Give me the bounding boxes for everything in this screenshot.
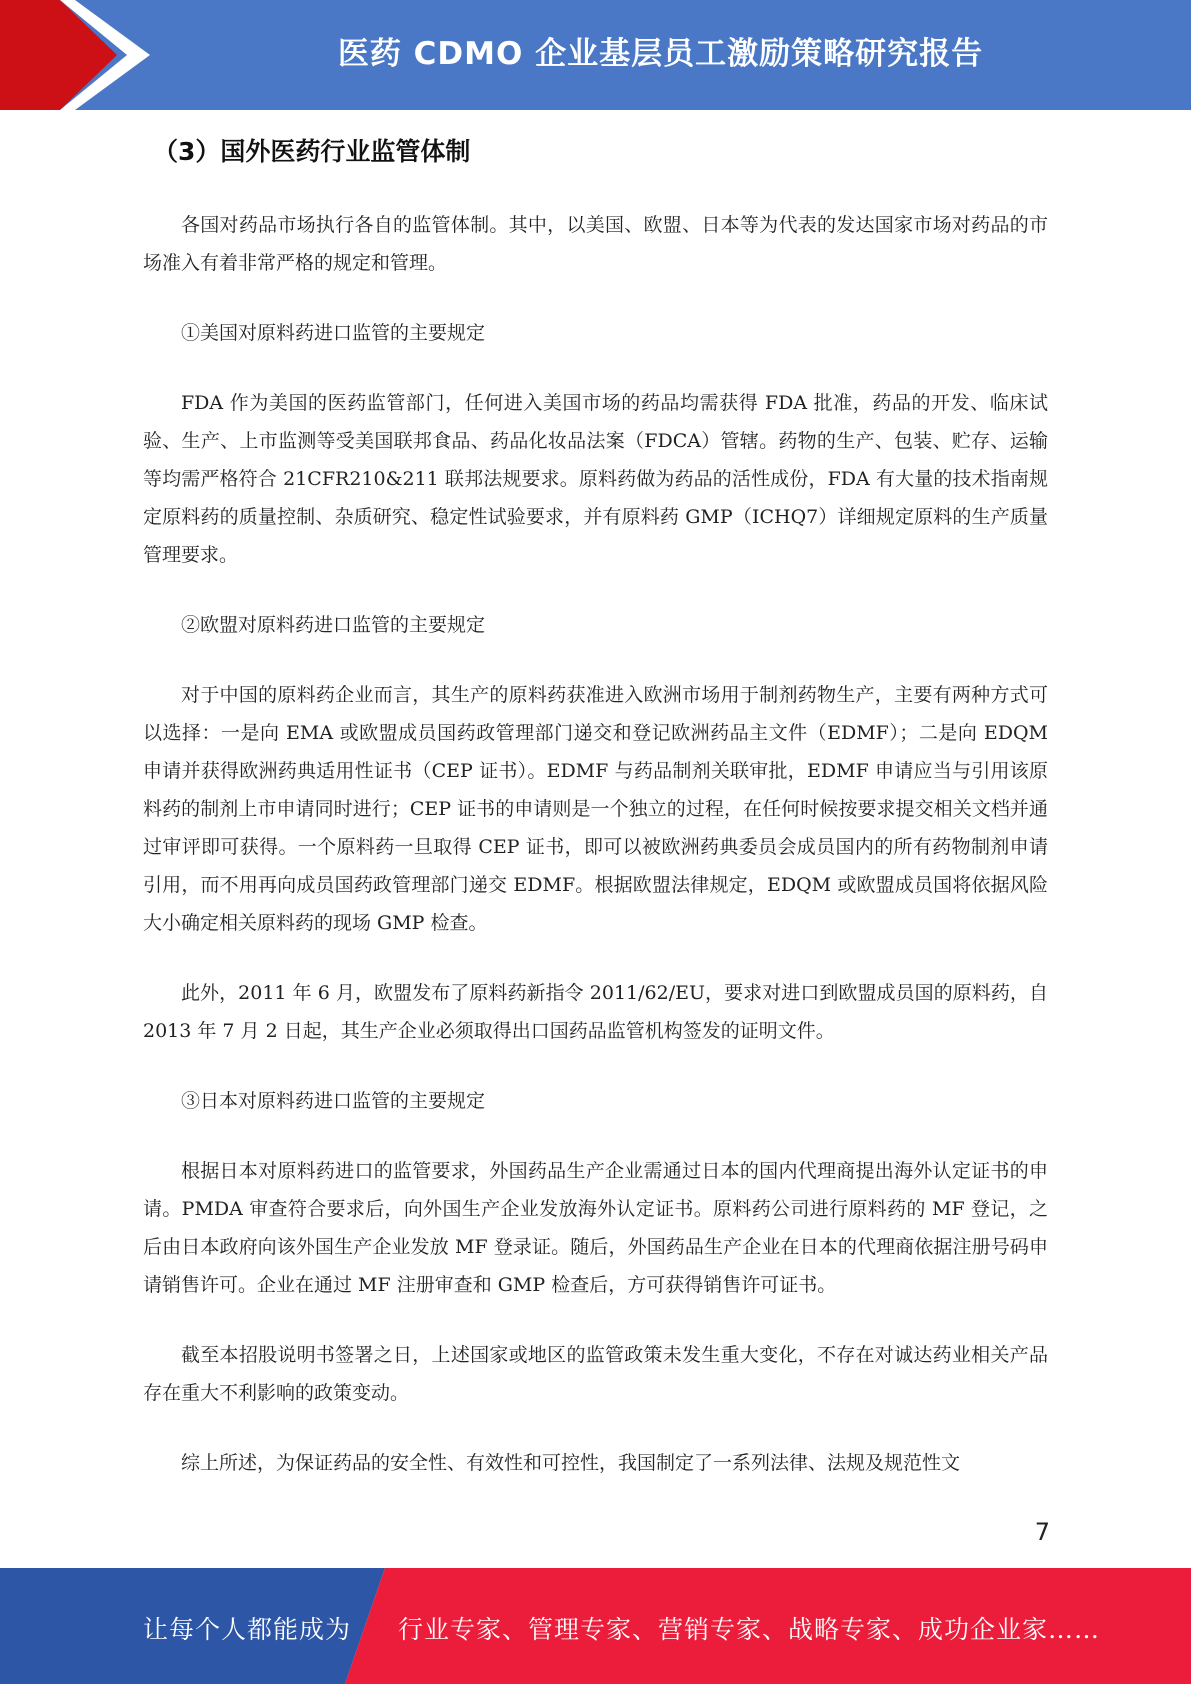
page-header [0, 0, 1191, 110]
section-heading: （3）国外医药行业监管体制 [153, 137, 471, 166]
subheading: ①美国对原料药进口监管的主要规定 [181, 322, 486, 344]
footer-slogan-left: 让每个人都能成为 [143, 1615, 352, 1644]
document-body [143, 132, 1048, 1514]
subheading: ③日本对原料药进口监管的主要规定 [181, 1090, 486, 1112]
body-paragraph: 各国对药品市场执行各自的监管体制。其中，以美国、欧盟、日本等为代表的发达国家市场对药品的市场准入有着非常严格的规定和管理。 [143, 214, 1048, 274]
body-paragraph: 对于中国的原料药企业而言，其生产的原料药获准进入欧洲市场用于制剂药物生产，主要有两种方式可以选择：一是向 EMA 或欧盟成员国药政管理部门递交和登记欧洲药品主文件（EDMF）；二是向 EDQM 申请并获得欧洲药典适用性证书（CEP 证书）。EDMF 与药品制剂关联审批，EDMF 申请应当与引用该原料药的制剂上市申请同时进行；CEP 证书的申请则是一个独立的过程，在任何时候按要求提交相关文档并通过审评即可获得。一个原料药一旦取得 CEP 证书，即可以被欧洲药典委员会成员国内的所有药物制剂申请引用，而不用再向成员国药政管理部门递交 EDMF。根据欧盟法律规定，EDQM 或欧盟成员国将依据风险大小确定相关原料药的现场 GMP 检查。 [143, 684, 1048, 934]
page-number: 7 [1034, 1518, 1050, 1546]
footer-slogan-right: 行业专家、管理专家、营销专家、战略专家、成功企业家…… [398, 1615, 1101, 1644]
body-paragraph: FDA 作为美国的医药监管部门，任何进入美国市场的药品均需获得 FDA 批准，药品的开发、临床试验、生产、上市监测等受美国联邦食品、药品化妆品法案（FDCA）管辖。药物的生产、包装、贮存、运输等均需严格符合 21CFR210&211 联邦法规要求。原料药做为药品的活性成份，FDA 有大量的技术指南规定原料药的质量控制、杂质研究、稳定性试验要求，并有原料药 GMP（ICHQ7）详细规定原料的生产质量管理要求。 [143, 392, 1048, 566]
body-paragraph: 根据日本对原料药进口的监管要求，外国药品生产企业需通过日本的国内代理商提出海外认定证书的申请。PMDA 审查符合要求后，向外国生产企业发放海外认定证书。原料药公司进行原料药的 MF 登记，之后由日本政府向该外国生产企业发放 MF 登录证。随后，外国药品生产企业在日本的代理商依据注册号码申请销售许可。企业在通过 MF 注册审查和 GMP 检查后，方可获得销售许可证书。 [143, 1160, 1048, 1296]
report-title: 医药 CDMO 企业基层员工激励策略研究报告 [337, 36, 984, 72]
subheading: ②欧盟对原料药进口监管的主要规定 [181, 614, 486, 636]
body-paragraph: 截至本招股说明书签署之日，上述国家或地区的监管政策未发生重大变化，不存在对诚达药业相关产品存在重大不利影响的政策变动。 [143, 1344, 1048, 1404]
page-footer [0, 1568, 1191, 1684]
header-arrow-decoration [0, 0, 160, 110]
body-paragraph: 综上所述，为保证药品的安全性、有效性和可控性，我国制定了一系列法律、法规及规范性文 [181, 1452, 961, 1474]
paragraph-list [143, 206, 1048, 1482]
body-paragraph: 此外，2011 年 6 月，欧盟发布了原料药新指令 2011/62/EU，要求对进口到欧盟成员国的原料药，自 2013 年 7 月 2 日起，其生产企业必须取得出口国药品监管机构签发的证明文件。 [143, 982, 1048, 1042]
